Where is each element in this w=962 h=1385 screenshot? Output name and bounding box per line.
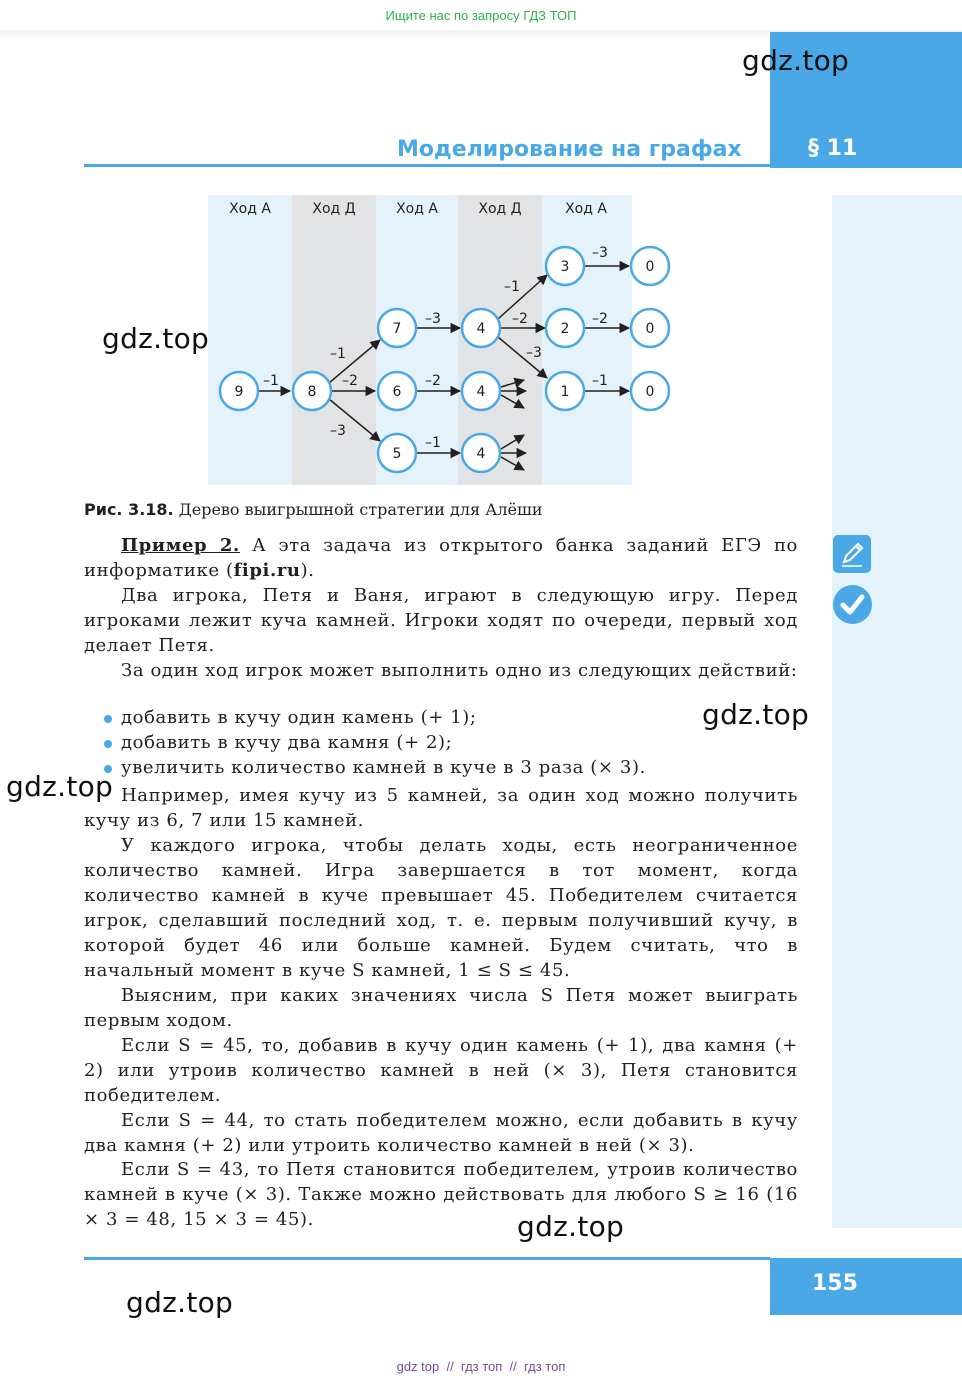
edge-label: –3	[330, 423, 346, 439]
edge-label: –2	[512, 311, 528, 327]
node-value: 0	[645, 384, 655, 400]
edge-label: –3	[526, 345, 542, 361]
page-number: 155	[812, 1271, 858, 1296]
column-header: Ход А	[396, 201, 438, 217]
edge-label: –3	[592, 245, 608, 261]
node-value: 8	[307, 384, 317, 400]
bullet-dot	[104, 740, 112, 748]
node-value: 4	[476, 384, 486, 400]
node-value: 4	[476, 321, 486, 337]
paragraph: За один ход игрок может выполнить одно из следующих действий:	[121, 660, 798, 681]
margin-sidebar	[832, 195, 962, 1228]
watermark: gdz.top	[702, 698, 810, 731]
paragraph: Если S = 44, то стать победителем можно, если добавить в кучу два камня (+ 2) или утроить количество камней в ней (× 3).	[84, 1110, 798, 1156]
chapter-title: Моделирование на графах	[397, 137, 742, 162]
figure-caption	[84, 500, 543, 519]
list-item: добавить в кучу один камень (+ 1);	[121, 707, 477, 728]
paragraph: Два игрока, Петя и Ваня, играют в следующую игру. Перед игроками лежит куча камней. Игроки ходят по очереди, первый ход делает Петя.	[84, 585, 798, 656]
watermark: gdz.top	[126, 1286, 234, 1319]
list-item: увеличить количество камней в куче в 3 раза (× 3).	[121, 757, 646, 778]
column-header: Ход Д	[312, 201, 356, 217]
page-number-box	[770, 1258, 962, 1315]
list-item: добавить в кучу два камня (+ 2);	[121, 732, 453, 753]
pencil-icon[interactable]	[833, 535, 871, 573]
strategy-tree-figure	[208, 195, 632, 485]
node-value: 4	[476, 446, 486, 462]
edge-label: –2	[342, 373, 358, 389]
caption-text: Дерево выигрышной стратегии для Алёши	[178, 500, 543, 519]
edge-label: –1	[504, 279, 520, 295]
column-header: Ход А	[565, 201, 607, 217]
example-intro	[84, 533, 798, 583]
paragraph: Выясним, при каких значениях числа S Петя может выиграть первым ходом.	[84, 985, 798, 1031]
watermark: gdz.top	[742, 44, 850, 77]
paragraph: Например, имея кучу из 5 камней, за один ход можно получить кучу из 6, 7 или 15 камней.	[84, 785, 798, 831]
node-value: 1	[560, 384, 570, 400]
edge-label: –2	[592, 311, 608, 327]
node-value: 3	[560, 259, 570, 275]
example-label: Пример 2.	[121, 535, 240, 556]
node-value: 5	[392, 446, 402, 462]
header-rule	[84, 164, 770, 167]
terminal-nodes	[628, 245, 672, 415]
node-value: 0	[645, 259, 655, 275]
node-value: 0	[645, 321, 655, 337]
footer-links[interactable]: gdz top // гдз топ // гдз топ	[396, 1359, 566, 1374]
example-intro-end: ).	[300, 560, 315, 581]
edge-label: –1	[592, 373, 608, 389]
caption-label: Рис. 3.18.	[84, 500, 174, 519]
footer-rule	[84, 1257, 770, 1260]
column-bg-1	[208, 195, 292, 485]
source-link[interactable]: fipi.ru	[233, 560, 301, 581]
check-icon[interactable]	[833, 585, 872, 624]
watermark: gdz.top	[6, 770, 114, 803]
node-value: 6	[392, 384, 402, 400]
paragraph: Если S = 45, то, добавив в кучу один камень (+ 1), два камня (+ 2) или утроив количество камней в ней (× 3), Петя становится победителем.	[84, 1035, 798, 1106]
paragraph: Если S = 43, то Петя становится победителем, утроив количество камней в куче (× 3). Также можно действовать для любого S ≥ 16 (16 × 3 = 48, 15 × 3 = 45).	[84, 1159, 798, 1230]
edge-label: –2	[425, 373, 441, 389]
edge-label: –3	[425, 311, 441, 327]
node-value: 2	[560, 321, 570, 337]
edge-label: –1	[263, 373, 279, 389]
bullet-dot	[104, 715, 112, 723]
node-value: 9	[234, 384, 244, 400]
watermark: gdz.top	[102, 322, 210, 355]
edge-label: –1	[330, 346, 346, 362]
example-intro-text: А эта задача из открытого банка заданий ЕГЭ по информатике (	[84, 535, 798, 581]
top-banner[interactable]: Ищите нас по запросу ГДЗ ТОП	[385, 8, 577, 23]
watermark: gdz.top	[517, 1210, 625, 1243]
node-value: 7	[392, 321, 402, 337]
section-number: § 11	[808, 136, 858, 161]
column-header: Ход Д	[478, 201, 522, 217]
paragraph: У каждого игрока, чтобы делать ходы, есть неограниченное количество камней. Игра завершается в тот момент, когда количество камней в куче превышает 45. Победителем считается игрок, сделавший последний ход, т. е. первым получивший кучу, в которой будет 46 или больше камней. Будем считать, что в начальный момент в куче S камней, 1 ≤ S ≤ 45.	[84, 835, 798, 981]
column-bg-2	[292, 195, 376, 485]
edge-label: –1	[425, 435, 441, 451]
column-header: Ход А	[229, 201, 271, 217]
